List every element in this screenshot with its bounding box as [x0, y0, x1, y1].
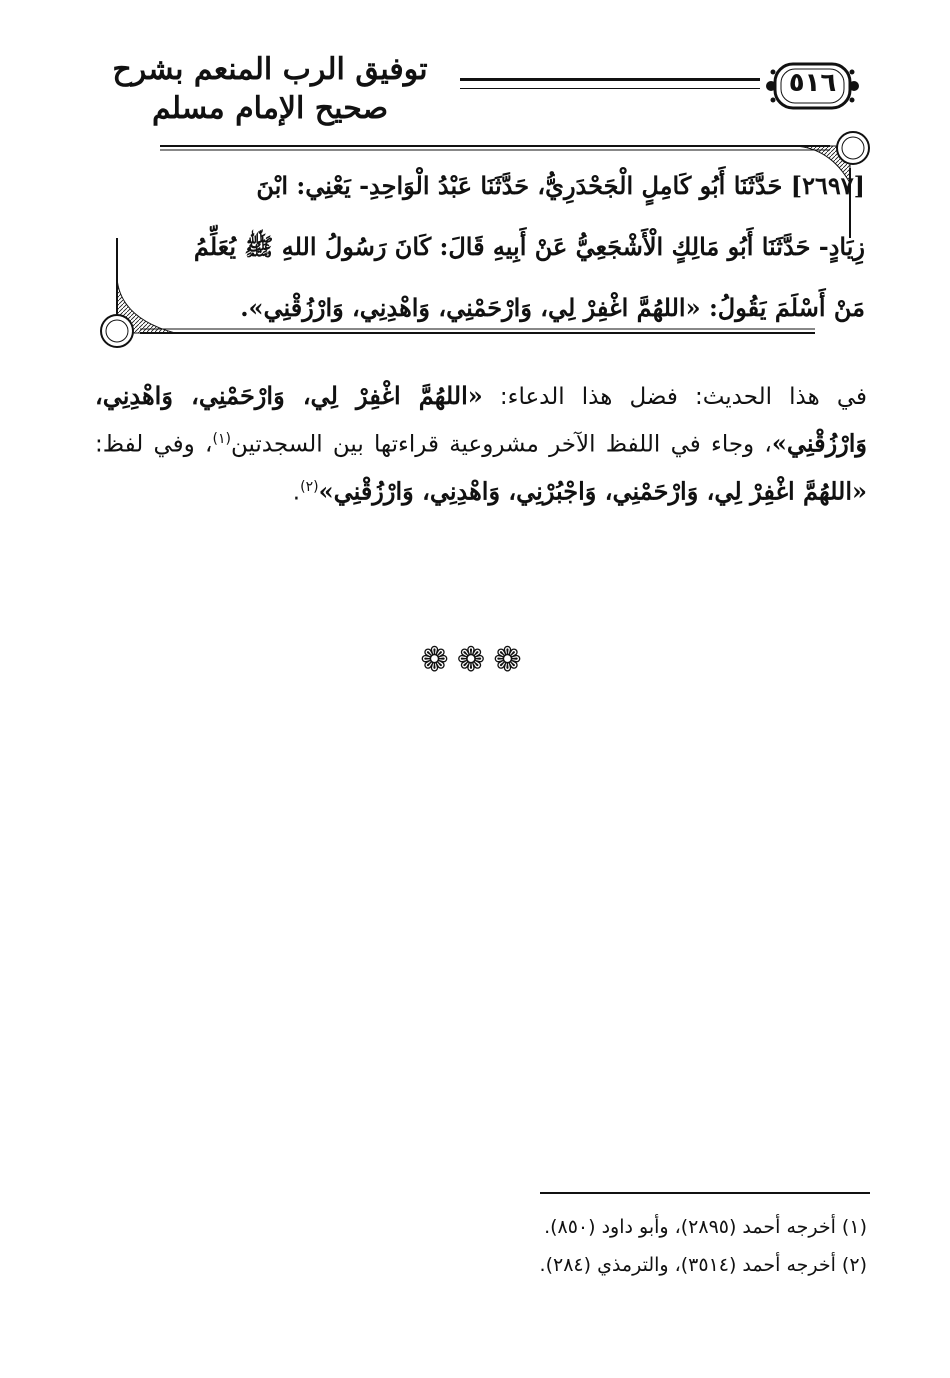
dua-quote: «اللهُمَّ اغْفِرْ لِي، وَارْحَمْنِي، وَاهْدِنِي، وَارْزُقْنِي»: [95, 381, 868, 458]
hadith-line: [٢٦٩٧] حَدَّثَنَا أَبُو كَامِلٍ الْجَحْدَرِيُّ، حَدَّثَنَا عَبْدُ الْوَاحِدِ- يَعْنِي: ابْنَ: [256, 171, 865, 200]
commentary-paragraph: [95, 375, 867, 513]
footnote: (١) أخرجه أحمد (٢٨٩٥)، وأبو داود (٨٥٠).: [544, 1216, 867, 1238]
page-number-badge: [765, 58, 860, 114]
page-number: ٥١٦: [788, 68, 837, 98]
footnote: (٢) أخرجه أحمد (٣٥١٤)، والترمذي (٢٨٤).: [539, 1254, 867, 1276]
header-rule: [460, 78, 760, 89]
hadith-text: [145, 155, 865, 338]
section-separator: ❁❁❁: [420, 640, 530, 680]
commentary-text: ، وفي لفظ:: [95, 431, 213, 458]
commentary-end: .: [292, 479, 301, 506]
commentary-lead: في هذا الحديث: فضل هذا الدعاء:: [482, 384, 867, 410]
hadith-line: زِيَادٍ- حَدَّثَنَا أَبُو مَالِكٍ الْأَشْجَعِيُّ عَنْ أَبِيهِ قَالَ: كَانَ رَسُولُ اللهِ ﷺ يُعَلِّمُ: [193, 232, 865, 261]
hadith-line: مَنْ أَسْلَمَ يَقُولُ: «اللهُمَّ اغْفِرْ لِي، وَارْحَمْنِي، وَاهْدِنِي، وَارْزُقْنِي».: [240, 293, 865, 322]
commentary-text: ، وجاء في اللفظ الآخر مشروعية قراءتها بين السجدتين: [230, 431, 772, 458]
footnote-rule: [540, 1192, 870, 1194]
footnote-ref[interactable]: (١): [212, 431, 231, 447]
book-title: توفيق الرب المنعم بشرح صحيح الإمام مسلم: [112, 52, 428, 126]
footnotes: [95, 1208, 867, 1284]
footnote-ref[interactable]: (٢): [300, 478, 319, 495]
dua-quote-variant: «اللهُمَّ اغْفِرْ لِي، وَارْحَمْنِي، وَاجْبُرْنِي، وَاهْدِنِي، وَارْزُقْنِي»: [318, 476, 867, 506]
